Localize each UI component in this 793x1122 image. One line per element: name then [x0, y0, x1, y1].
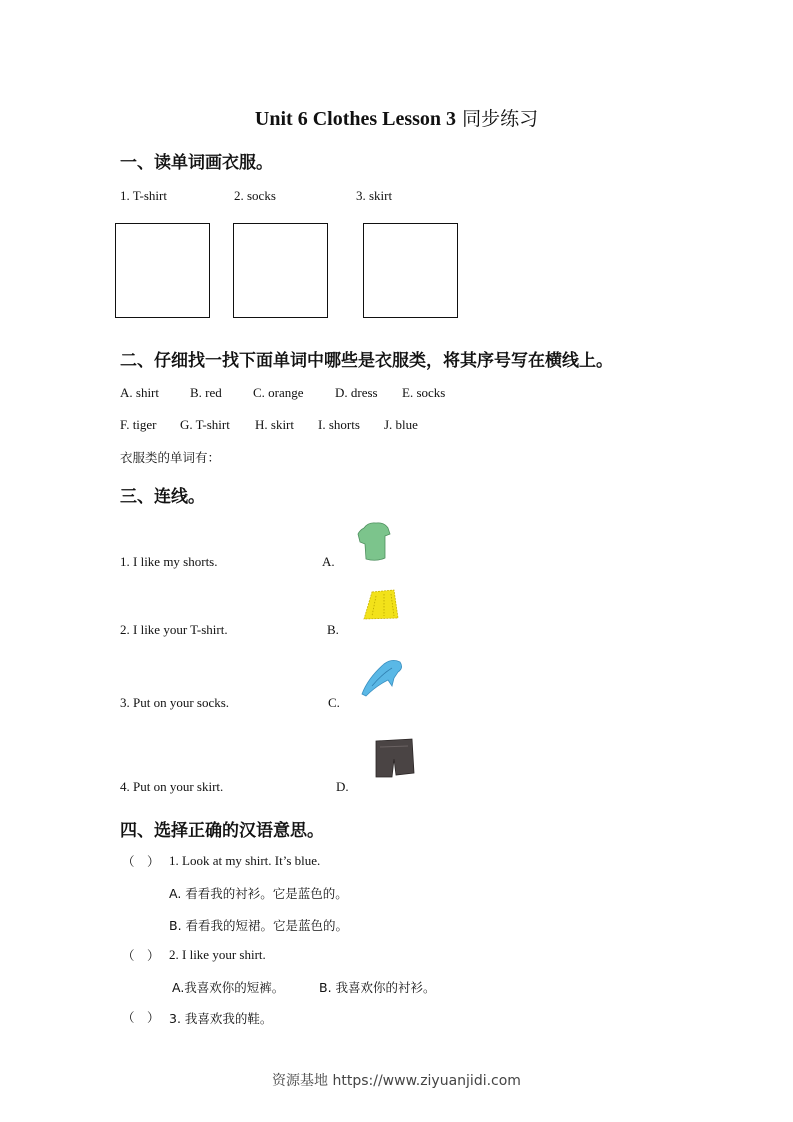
q1-bracket[interactable]: （ ）	[122, 854, 160, 869]
drawing-box-2[interactable]	[233, 223, 328, 318]
footer-watermark: 资源基地 https://www.ziyuanjidi.com	[272, 1073, 521, 1089]
answer-label: 衣服类的单词有：	[120, 450, 221, 465]
q3-question: 3. 我喜欢我的鞋。	[169, 1011, 273, 1026]
option-d: D. dress	[335, 385, 378, 400]
green-tshirt-icon[interactable]	[354, 520, 394, 564]
section4-heading: 四、选择正确的汉语意思。	[120, 821, 324, 841]
page-title	[0, 104, 793, 131]
yellow-skirt-icon[interactable]	[360, 588, 402, 622]
option-j: J. blue	[384, 417, 418, 432]
option-a: A. shirt	[120, 385, 159, 400]
match-sentence-3: 3. Put on your socks.	[120, 695, 230, 710]
q2-bracket[interactable]: （ ）	[122, 948, 160, 963]
q2-question: 2. I like your shirt.	[169, 947, 266, 962]
option-b: B. red	[190, 385, 222, 400]
option-c: C. orange	[253, 385, 304, 400]
option-i: I. shorts	[318, 417, 360, 432]
word-3: 3. skirt	[356, 188, 393, 203]
match-letter-d: D.	[336, 779, 349, 794]
title-cn: 同步练习	[462, 108, 539, 130]
drawing-box-1[interactable]	[115, 223, 210, 318]
option-g: G. T-shirt	[180, 417, 230, 432]
title-en: Unit 6 Clothes Lesson 3	[254, 108, 457, 130]
dark-shorts-icon[interactable]	[372, 737, 416, 781]
match-sentence-2: 2. I like your T-shirt.	[120, 622, 228, 637]
section1-heading: 一、读单词画衣服。	[120, 153, 273, 173]
q1-question: 1. Look at my shirt. It’s blue.	[169, 853, 321, 868]
match-letter-a: A.	[322, 554, 335, 569]
word-1: 1. T-shirt	[120, 188, 167, 203]
q2-option-b: B. 我喜欢你的衬衫。	[319, 980, 436, 995]
word-2: 2. socks	[234, 188, 276, 203]
blue-sock-icon[interactable]	[358, 656, 406, 698]
section2-heading: 二、仔细找一找下面单词中哪些是衣服类，将其序号写在横线上。	[120, 351, 613, 371]
match-letter-b: B.	[327, 622, 339, 637]
match-letter-c: C.	[328, 695, 340, 710]
q3-bracket[interactable]: （ ）	[122, 1010, 160, 1025]
section3-heading: 三、连线。	[120, 487, 205, 507]
option-e: E. socks	[402, 385, 446, 400]
option-h: H. skirt	[255, 417, 294, 432]
option-f: F. tiger	[120, 417, 157, 432]
match-sentence-1: 1. I like my shorts.	[120, 554, 218, 569]
drawing-box-3[interactable]	[363, 223, 458, 318]
q1-option-b: B. 看看我的短裙。它是蓝色的。	[169, 918, 349, 933]
match-sentence-4: 4. Put on your skirt.	[120, 779, 224, 794]
q2-option-a: A.我喜欢你的短裤。	[172, 980, 285, 995]
q1-option-a: A. 看看我的衬衫。它是蓝色的。	[169, 886, 348, 901]
